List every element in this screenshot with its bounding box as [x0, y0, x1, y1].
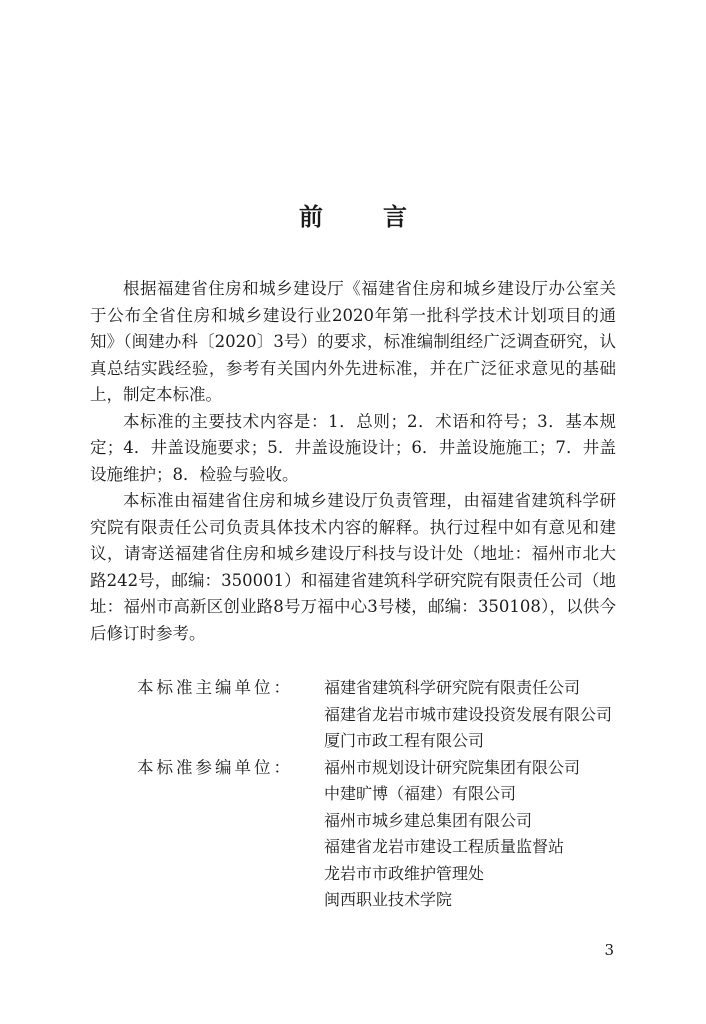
chief-editor-unit: 厦门市政工程有限公司	[324, 731, 485, 750]
participant-editor-group	[90, 755, 616, 914]
page-title: 前言	[299, 203, 467, 231]
participant-editor-unit: 龙岩市市政维护管理处	[324, 863, 485, 883]
body-text	[90, 276, 616, 647]
chief-editor-unit: 福建省龙岩市城市建设投资发展有限公司	[324, 704, 613, 724]
editor-units	[90, 675, 616, 914]
chief-editor-list	[324, 675, 616, 755]
participant-editor-label: 本标准参编单位：	[137, 757, 293, 777]
chief-editor-group	[90, 675, 616, 755]
paragraph-contents: 本标准的主要技术内容是：1．总则；2．术语和符号；3．基本规定；4．井盖设施要求；5．井盖设施设计；6．井盖设施施工；7．井盖设施维护；8．检验与验收。	[90, 411, 616, 484]
chief-editor-unit: 福建省建筑科学研究院有限责任公司	[324, 678, 581, 697]
page-number: 3	[604, 941, 614, 959]
participant-editor-unit: 福州市城乡建总集团有限公司	[324, 810, 533, 830]
chief-editor-label: 本标准主编单位：	[137, 678, 293, 697]
paragraph-management: 本标准由福建省住房和城乡建设厅负责管理，由福建省建筑科学研究院有限责任公司负责具体技术内容的解释。执行过程中如有意见和建议，请寄送福建省住房和城乡建设厅科技与设计处（地址：福州市北大路242号，邮编：350001）和福建省建筑科学研究院有限责任公司（地址：福州市高新区创业路8号万福中心3号楼，邮编：350108），以供今后修订时参考。	[90, 491, 616, 643]
participant-editor-list	[324, 755, 616, 914]
participant-editor-unit: 福建省龙岩市建设工程质量监督站	[324, 837, 565, 856]
participant-editor-unit: 中建旷博（福建）有限公司	[324, 784, 517, 803]
participant-editor-unit: 福州市规划设计研究院集团有限公司	[324, 757, 581, 777]
paragraph-basis: 根据福建省住房和城乡建设厅《福建省住房和城乡建设厅办公室关于公布全省住房和城乡建设行业2020年第一批科学技术计划项目的通知》（闽建办科〔2020〕3号）的要求，标准编制组经广泛调查研究，认真总结实践经验，参考有关国内外先进标准，并在广泛征求意见的基础上，制定本标准。	[90, 279, 616, 404]
participant-editor-unit: 闽西职业技术学院	[324, 890, 453, 909]
